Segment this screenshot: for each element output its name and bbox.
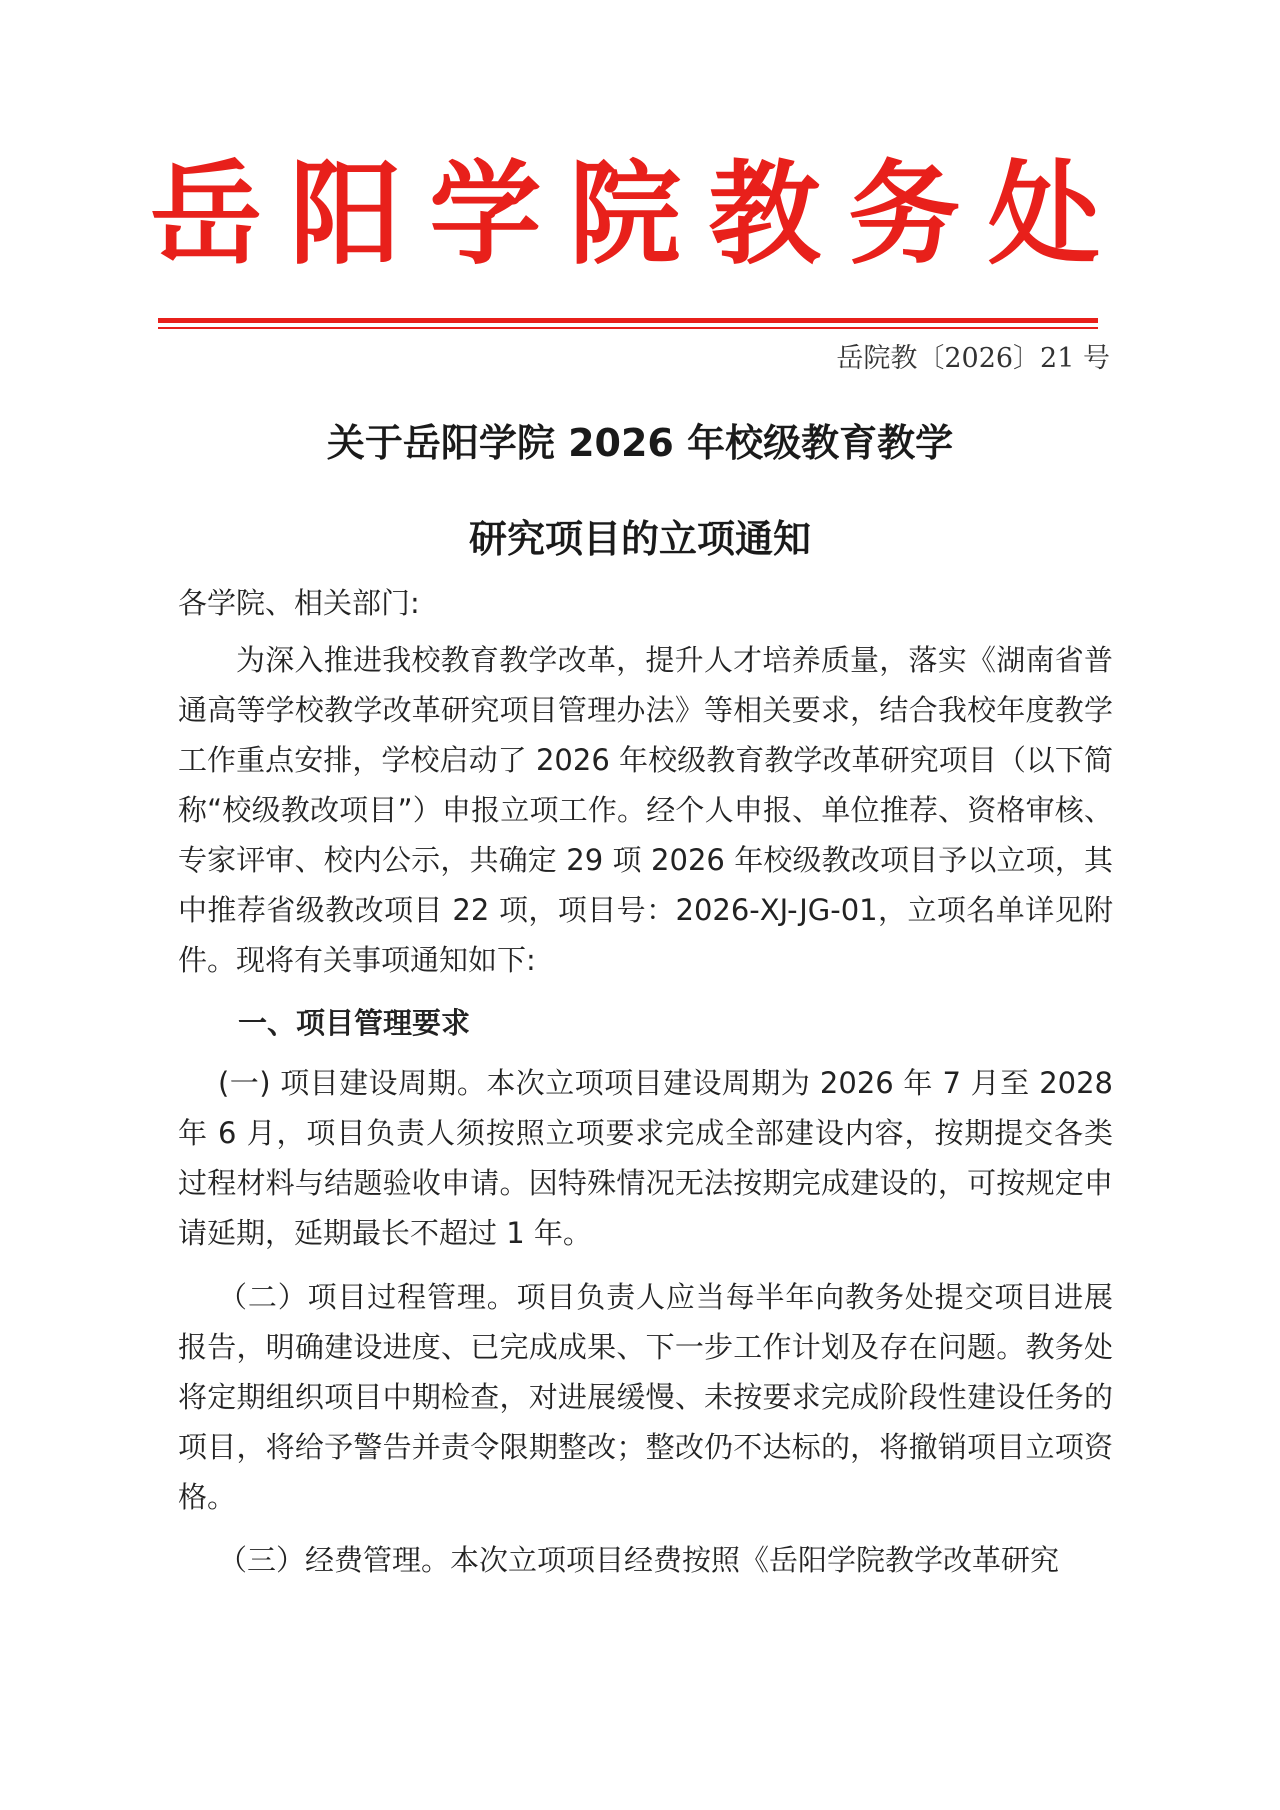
item-2-paragraph: （二）项目过程管理。项目负责人应当每半年向教务处提交项目进展报告，明确建设进度、已完成成果、下一步工作计划及存在问题。教务处将定期组织项目中期检查，对进展缓慢、未按要求完成阶段性建设任务的项目，将给予警告并责令限期整改；整改仍不达标的，将撤销项目立项资格。 (178, 1280, 1113, 1514)
document-title-line-1: 关于岳阳学院 2026 年校级教育教学 (326, 421, 954, 465)
masthead-title (150, 150, 1100, 280)
document-title-line-2: 研究项目的立项通知 (468, 517, 811, 561)
masthead-char: 处 (987, 149, 1100, 280)
document-number: 岳院教〔2026〕21 号 (836, 343, 1110, 374)
salutation: 各学院、相关部门: (178, 586, 420, 620)
intro-paragraph: 为深入推进我校教育教学改革，提升人才培养质量，落实《湖南省普通高等学校教学改革研究项目管理办法》等相关要求，结合我校年度教学工作重点安排，学校启动了 2026 年校级教育教学改革研究项目（以下简称“校级教改项目”）申报立项工作。经个人申报、单位推荐、资格审核、专家评审、校内公示，共确定 29 项 2026 年校级教改项目予以立项，其中推荐省级教改项目 22 项，项目号：2026-XJ-JG-01，立项名单详见附件。现将有关事项通知如下: (178, 643, 1113, 977)
masthead-char: 院 (568, 149, 681, 280)
masthead-char: 教 (708, 149, 821, 280)
section-heading: 一、项目管理要求 (238, 1006, 471, 1040)
red-divider-thin (158, 327, 1098, 329)
masthead-char: 学 (429, 149, 542, 280)
masthead-char: 务 (848, 149, 961, 280)
red-divider-thick (158, 318, 1098, 323)
masthead-char: 岳 (150, 149, 262, 280)
item-3-paragraph: （三）经费管理。本次立项项目经费按照《岳阳学院教学改革研究 (218, 1543, 1060, 1577)
item-1-paragraph: (一) 项目建设周期。本次立项项目建设周期为 2026 年 7 月至 2028 年 6 月，项目负责人须按照立项要求完成全部建设内容，按期提交各类过程材料与结题验收申请。因特殊情况无法按期完成建设的，可按规定申请延期，延期最长不超过 1 年。 (178, 1066, 1113, 1250)
masthead-char: 阳 (289, 149, 402, 280)
